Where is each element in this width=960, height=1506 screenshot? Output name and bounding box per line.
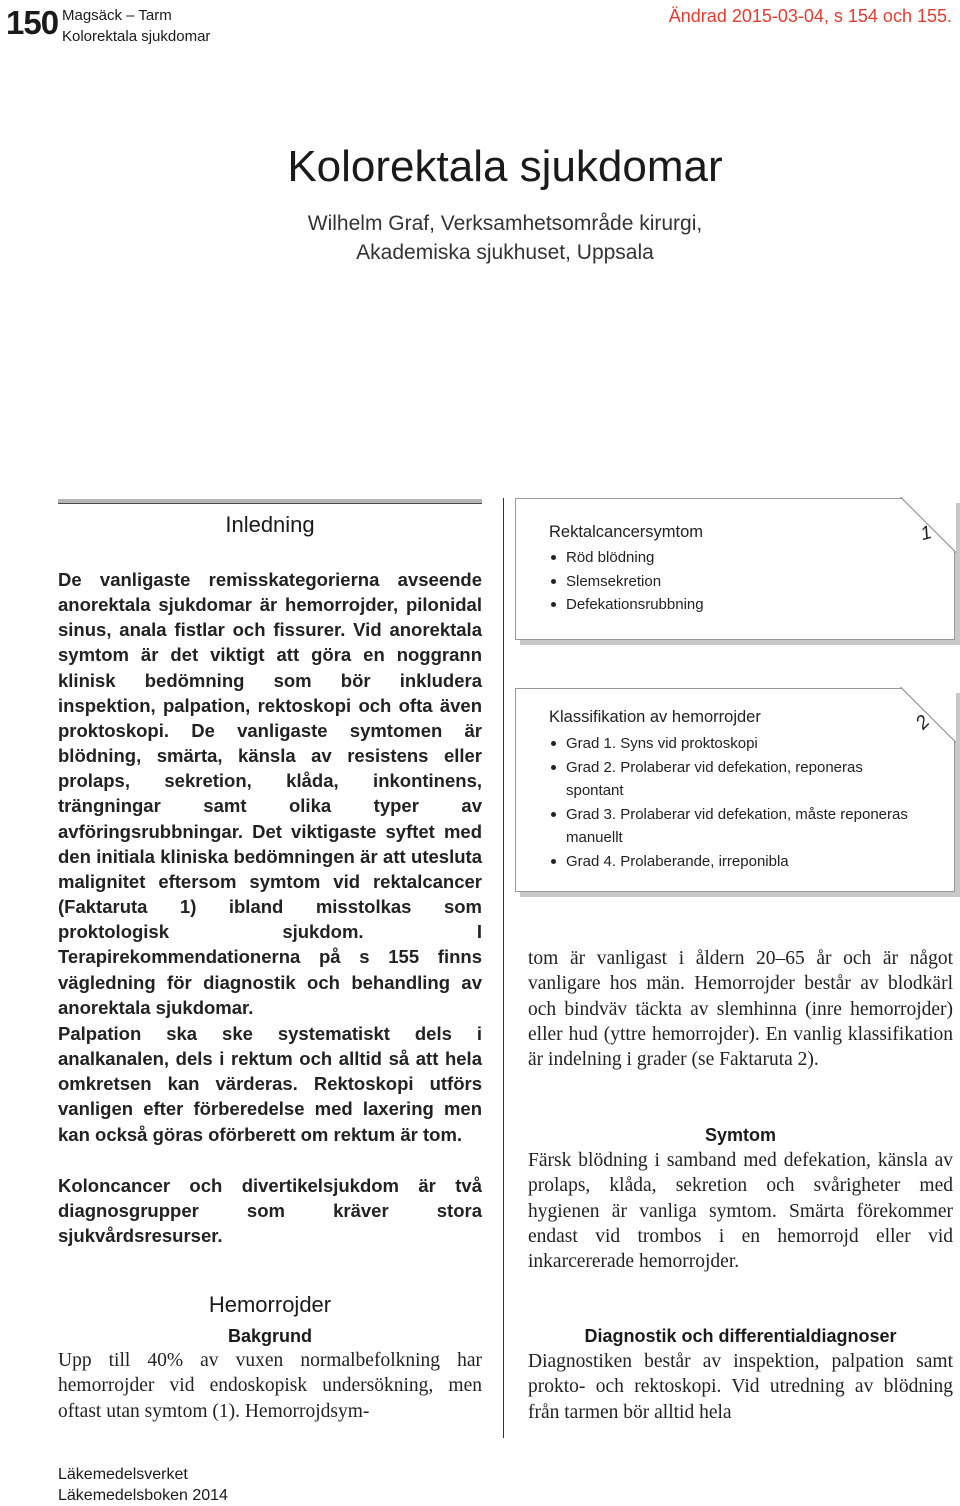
diagnostics-text: Diagnostiken består av inspektion, palpation samt prokto- och rektoskopi. Vid utredning av blödning från tarmen bör alltid hela [528, 1351, 953, 1423]
intro-paragraph-3: Koloncancer och divertikelsjukdom är två diagnosgrupper som kräver stora sjukvårdsresurser. [58, 1175, 482, 1247]
background-text: Upp till 40% av vuxen normalbefolkning har hemorrojder vid endoskopisk undersökning, men oftast utan symtom (1). Hemorrojdsym- [58, 1350, 482, 1422]
list-item: Grad 1. Syns vid proktoskopi [549, 732, 954, 756]
symptoms-text: Färsk blödning i samband med defekation, känsla av prolaps, klåda, sekretion och svårigheter med hygienen är vanliga symtom. Smärta förekommer endast vid trombos i en hemorrojd eller vid inkarcererade hemorrojder. [528, 1150, 953, 1273]
author-line-1: Wilhelm Graf, Verksamhetsområde kirurgi, [307, 212, 703, 235]
changed-note: Ändrad 2015-03-04, s 154 och 155. [668, 6, 952, 26]
running-section: Magsäck – Tarm [62, 7, 172, 24]
running-subsection: Kolorektala sjukdomar [62, 28, 211, 45]
factbox-1-title: Rektalcancersymtom [549, 523, 704, 541]
list-item: Defekationsrubbning [549, 593, 704, 617]
intro-paragraph-2: Palpation ska ske systematiskt dels i analkanalen, dels i rektum och alltid så att hela omkretsen kan värderas. Rektoskopi utförs vanligen efter förberedelse med laxering men kan också göras oförberett om rektum är tom. [58, 1023, 482, 1145]
factbox-1-list [549, 546, 704, 617]
factbox-2-number: 2 [912, 711, 935, 734]
diagnostics-heading: Diagnostik och differentialdiagnoser [584, 1326, 897, 1346]
factbox-1 [515, 498, 955, 640]
page-number: 150 [6, 4, 59, 41]
list-item: Grad 2. Prolaberar vid defekation, reponeras spontant [549, 756, 954, 803]
factbox-2-list [549, 732, 954, 873]
intro-paragraph-1: De vanligaste remisskategorierna avseende anorektala sjukdomar är hemorrojder, pilonidal sinus, anala fistlar och fissurer. Vid anorektala symtom är det viktigt att göra en noggrann klinisk bedömning som bör inkludera inspektion, palpation, rektoskopi och ofta även proktoskopi. De vanligaste symtomen är blödning, smärta, känsla av resistens eller prolaps, sekretion, klåda, inkontinens, trängningar samt olika typer av avföringsrubbningar. Det viktigaste syftet med den initiala kliniska bedömningen är att utesluta malignitet eftersom symtom vid rektalcancer (Faktaruta 1) ibland misstolkas som proktologisk sjukdom. I Terapirekommendationerna på s 155 finns vägledning för diagnostik och behandling av anorektala sjukdomar. [58, 569, 482, 1018]
hemorrhoids-heading: Hemorrojder [208, 1292, 332, 1317]
section-divider-line [58, 503, 482, 504]
footer-publisher: Läkemedelsverket [58, 1466, 188, 1483]
list-item: Slemsekretion [549, 570, 704, 594]
column-divider [503, 498, 504, 1438]
list-item: Röd blödning [549, 546, 704, 570]
hemorrhoids-continued-text: tom är vanligast i åldern 20–65 år och är något vanligare hos män. Hemorrojder består av blodkärl och bindväv täckta av slemhinna (inre hemorrojder) eller hud (yttre hemorrojder). En vanlig klassifikation är indelning i grader (se Faktaruta 2). [528, 948, 953, 1071]
list-item: Grad 4. Prolaberande, irreponibla [549, 850, 954, 874]
background-heading: Bakgrund [227, 1326, 312, 1346]
symptoms-heading: Symtom [704, 1125, 776, 1145]
intro-heading: Inledning [225, 512, 315, 537]
footer-book: Läkemedelsboken 2014 [58, 1487, 228, 1504]
factbox-1-corner [900, 497, 956, 553]
author-line-2: Akademiska sjukhuset, Uppsala [356, 241, 654, 264]
list-item: Grad 3. Prolaberar vid defekation, måste reponeras manuellt [549, 803, 954, 850]
factbox-1-number: 1 [918, 522, 935, 546]
page-title: Kolorektala sjukdomar [287, 142, 723, 191]
factbox-2-corner [900, 687, 956, 743]
factbox-2 [515, 688, 955, 892]
factbox-2-title: Klassifikation av hemorrojder [549, 708, 761, 726]
